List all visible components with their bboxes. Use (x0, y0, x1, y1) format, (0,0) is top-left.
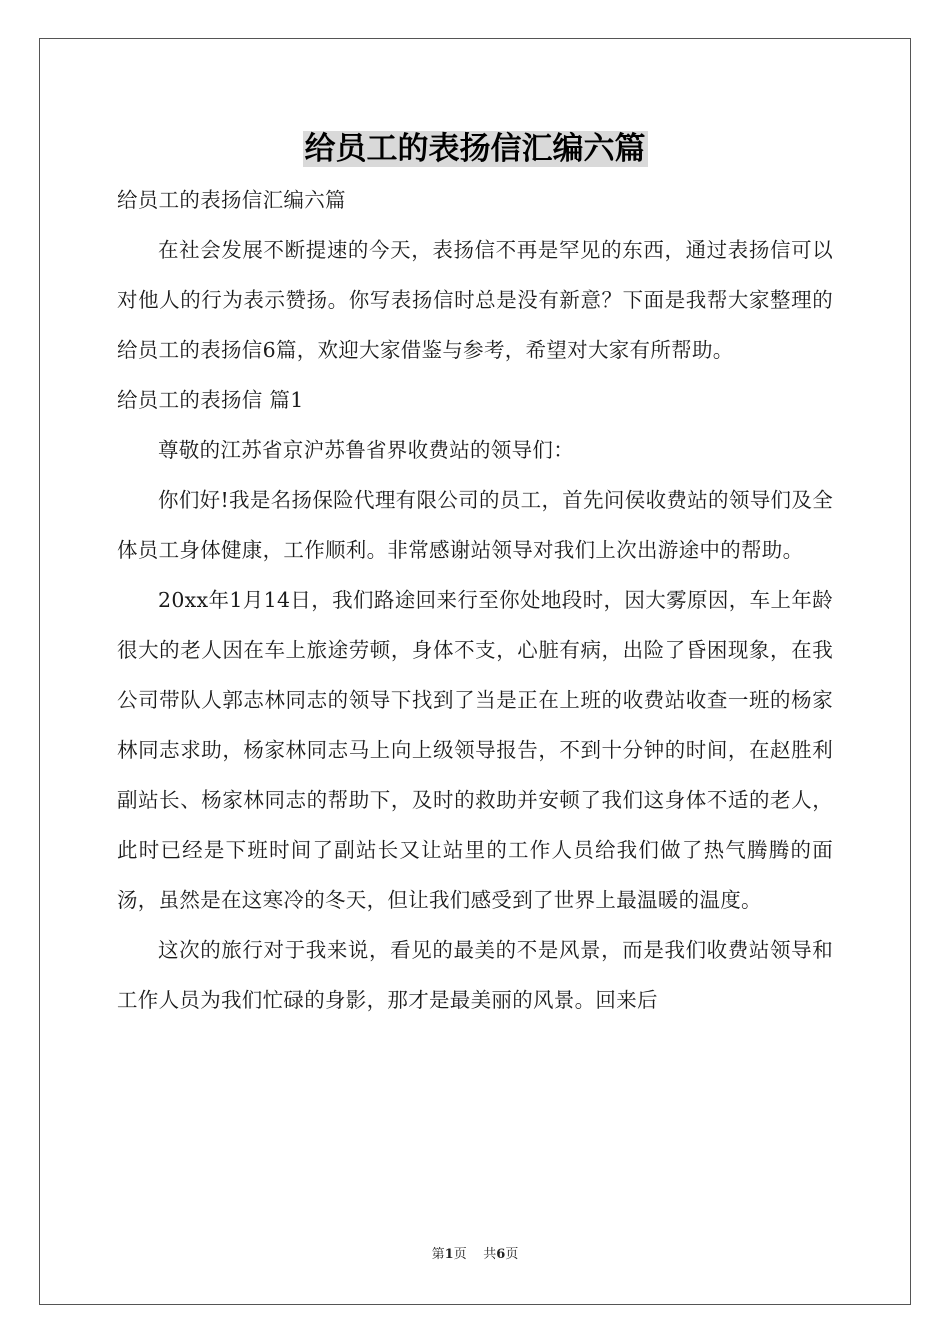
page-prefix: 第 (431, 1247, 445, 1262)
paragraph: 在社会发展不断提速的今天，表扬信不再是罕见的东西，通过表扬信可以对他人的行为表示赞扬。你写表扬信时总是没有新意？下面是我帮大家整理的给员工的表扬信6篇，欢迎大家借鉴与参考，希望对大家有所帮助。 (117, 238, 833, 362)
document-title-text: 给员工的表扬信汇编六篇 (304, 131, 646, 167)
paragraph: 你们好!我是名扬保险代理有限公司的员工，首先问侯收费站的领导们及全体员工身体健康，工作顺利。非常感谢站领导对我们上次出游途中的帮助。 (117, 488, 833, 562)
page-suffix: 页 (453, 1247, 467, 1262)
total-prefix: 共 (483, 1247, 497, 1262)
paragraph: 这次的旅行对于我来说，看见的最美的不是风景，而是我们收费站领导和工作人员为我们忙碌的身影，那才是最美丽的风景。回来后 (117, 938, 833, 1012)
document-title (0, 127, 950, 171)
document-body (117, 175, 833, 1025)
paragraph: 给员工的表扬信汇编六篇 (117, 188, 346, 212)
total-suffix: 页 (505, 1247, 519, 1262)
paragraph: 尊敬的江苏省京沪苏鲁省界收费站的领导们： (158, 438, 574, 462)
paragraph: 20xx年1月14日，我们路途回来行至你处地段时，因大雾原因，车上年龄很大的老人因在车上旅途劳顿，身体不支，心脏有病，出险了昏困现象，在我公司带队人郭志林同志的领导下找到了当是正在上班的收费站收查一班的杨家林同志求助，杨家林同志马上向上级领导报告，不到十分钟的时间，在赵胜利副站长、杨家林同志的帮助下，及时的救助并安顿了我们这身体不适的老人，此时已经是下班时间了副站长又让站里的工作人员给我们做了热气腾腾的面汤，虽然是在这寒冷的冬天，但让我们感受到了世界上最温暖的温度。 (117, 588, 833, 912)
paragraph: 给员工的表扬信 篇1 (117, 388, 304, 412)
page-footer (0, 1246, 950, 1264)
page-total: 6 (496, 1247, 506, 1262)
page-current: 1 (444, 1247, 454, 1262)
